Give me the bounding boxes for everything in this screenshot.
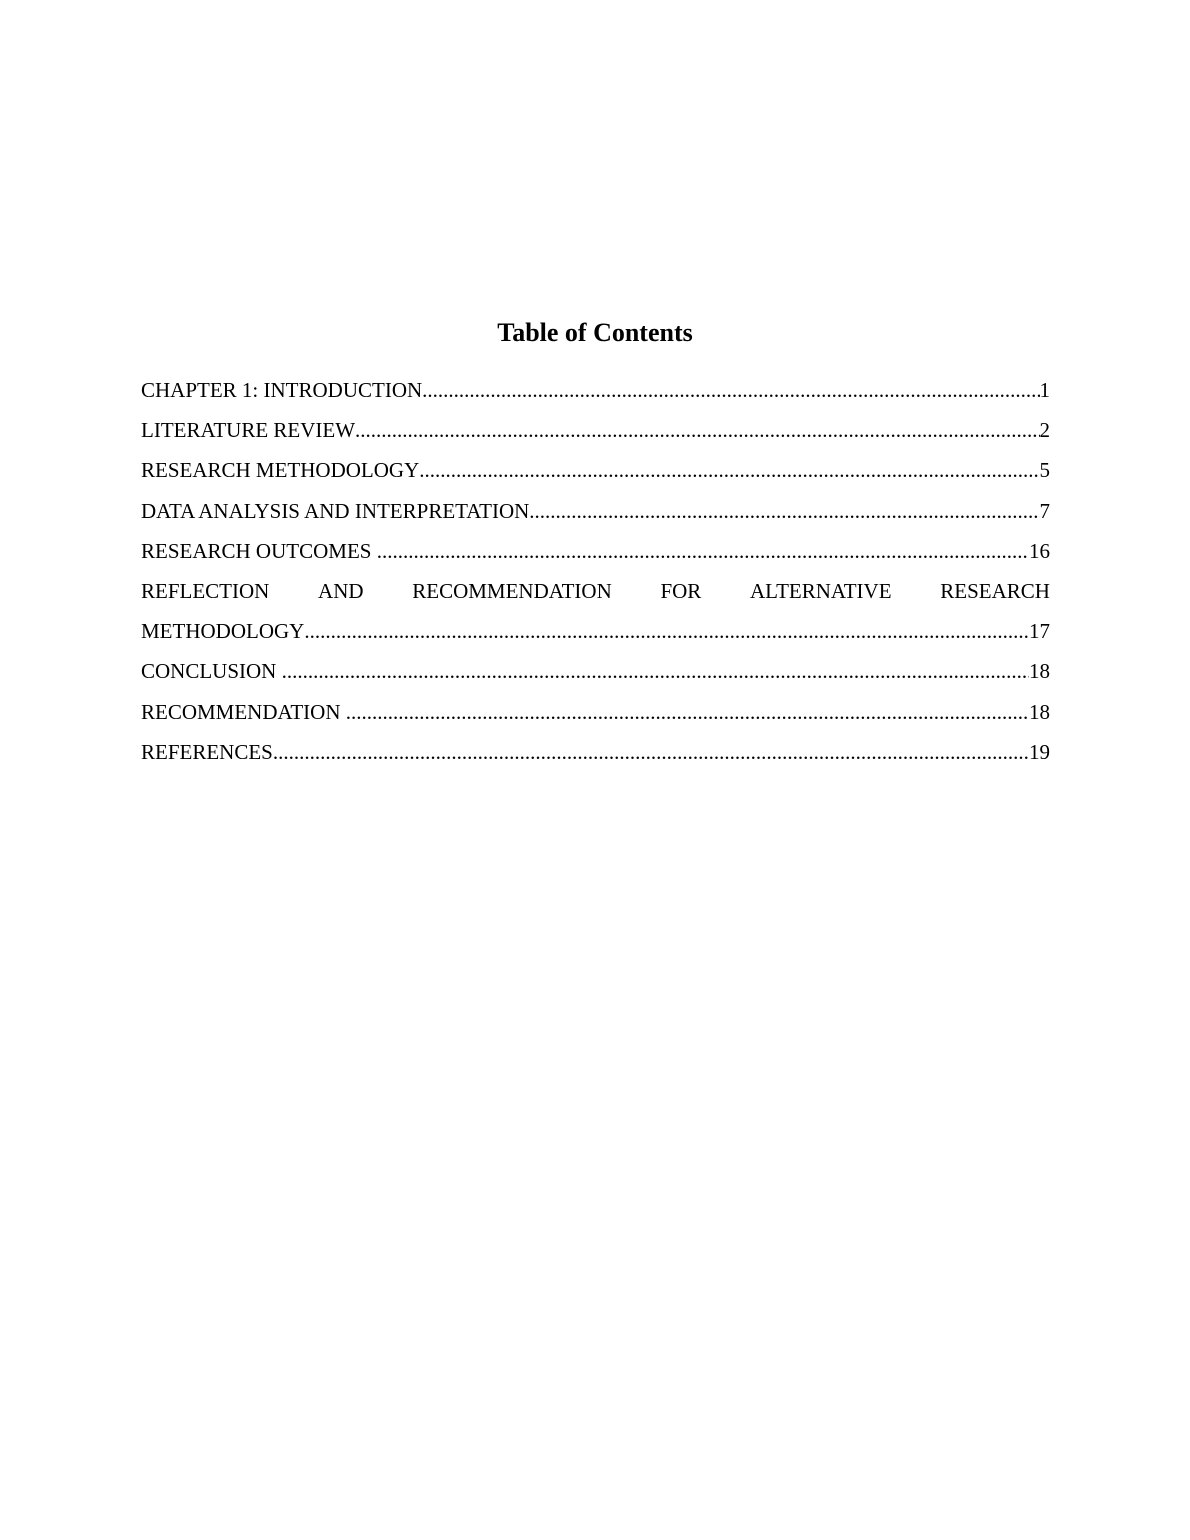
- toc-entry-page: 17: [1029, 619, 1050, 644]
- toc-entry[interactable]: [141, 454, 1050, 494]
- toc-leader-dots: [419, 454, 1039, 486]
- toc-leader-dots: [422, 374, 1039, 406]
- toc-entry-label: CHAPTER 1: INTRODUCTION: [141, 378, 423, 402]
- toc-entry[interactable]: [141, 736, 1050, 776]
- toc-word: REFLECTION: [141, 578, 270, 603]
- toc-entry-page: 18: [1029, 699, 1050, 724]
- toc-word: FOR: [660, 578, 702, 603]
- toc-title: Table of Contents: [497, 318, 693, 347]
- toc-entry-label: RESEARCH OUTCOMES: [141, 538, 377, 563]
- toc-leader-dots: [304, 615, 1029, 647]
- toc-entry[interactable]: [141, 414, 1050, 454]
- toc-word: RECOMMENDATION: [412, 578, 612, 603]
- toc-entry-page: 5: [1039, 458, 1050, 483]
- toc-list: [141, 374, 1050, 776]
- toc-entry-first-line: [141, 575, 1050, 615]
- toc-word: AND: [318, 578, 364, 603]
- toc-entry-page: 16: [1029, 538, 1050, 563]
- toc-leader-dots: [273, 736, 1029, 768]
- toc-leader-dots: [282, 655, 1029, 687]
- toc-leader-dots: [355, 414, 1039, 446]
- toc-entry-page: 2: [1039, 418, 1050, 443]
- toc-entry-page: 18: [1029, 659, 1050, 684]
- toc-leader-dots: [529, 495, 1039, 527]
- toc-entry-label: METHODOLOGY: [141, 619, 305, 644]
- toc-entry-label: REFERENCES: [141, 739, 273, 764]
- toc-entry[interactable]: [141, 655, 1050, 695]
- toc-entry[interactable]: [141, 495, 1050, 535]
- toc-entry-page: 7: [1039, 498, 1050, 523]
- toc-entry-second-line: [141, 615, 1050, 655]
- toc-entry[interactable]: [141, 696, 1050, 736]
- toc-word: ALTERNATIVE: [750, 578, 892, 603]
- toc-entry-label: RECOMMENDATION: [141, 699, 346, 724]
- toc-entry[interactable]: [141, 374, 1050, 414]
- toc-entry-label: DATA ANALYSIS AND INTERPRETATION: [141, 498, 530, 523]
- toc-word: RESEARCH: [940, 578, 1050, 603]
- toc-leader-dots: [346, 696, 1029, 728]
- toc-entry[interactable]: [141, 535, 1050, 575]
- toc-entry-label: CONCLUSION: [141, 659, 282, 684]
- toc-entry-page: 1: [1039, 378, 1050, 402]
- toc-entry-label: LITERATURE REVIEW: [141, 418, 356, 443]
- toc-entry-wrapped[interactable]: [141, 575, 1050, 655]
- toc-entry-label: RESEARCH METHODOLOGY: [141, 458, 420, 483]
- toc-entry-page: 19: [1029, 739, 1050, 764]
- toc-leader-dots: [377, 535, 1029, 567]
